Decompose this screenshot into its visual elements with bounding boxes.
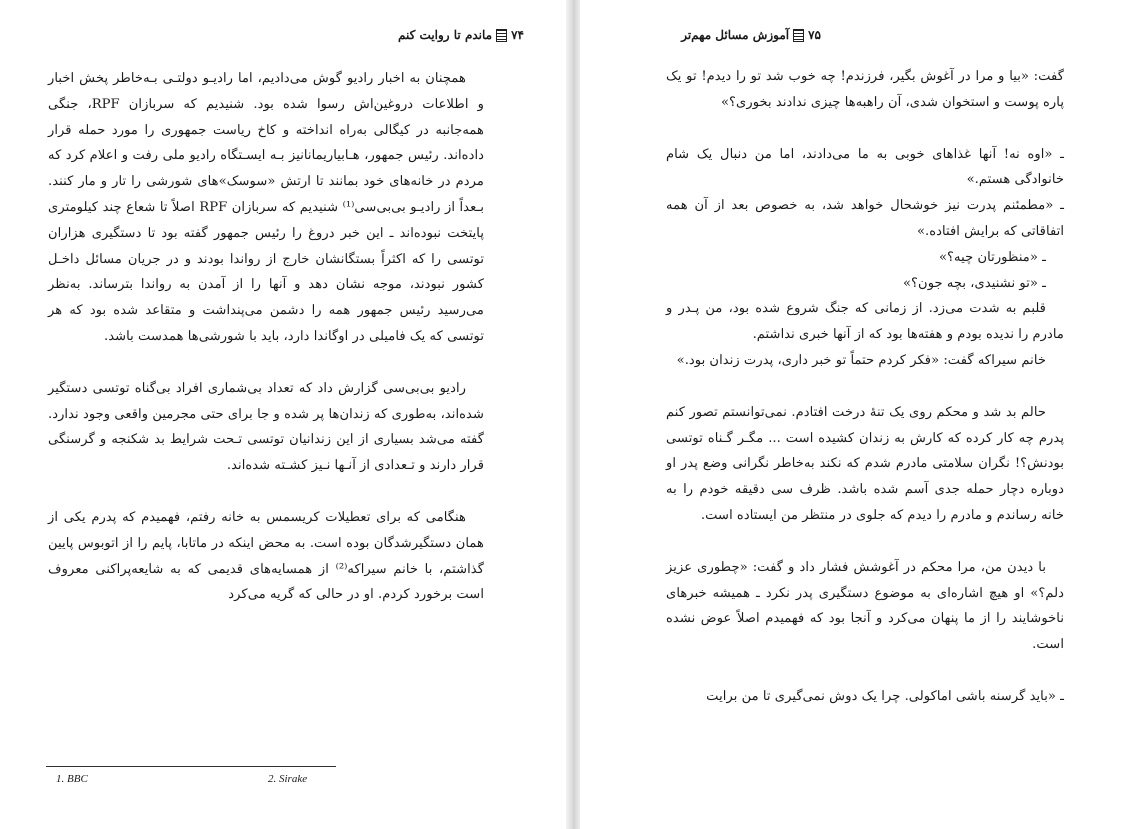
- paragraph: با دیدن من، مرا محکم در آغوشش فشار داد و گفت: «چطوری عزیز دلم؟» او هیچ اشاره‌ای به موضوع دستگیری پدر نکرد ـ همیشه خبرهای ناخوشایند را از ما پنهان می‌کرد و آنجا بود که فهمیدم اصلاً عوض نشده است.: [666, 559, 1064, 653]
- paragraph: ـ «مطمئنم پدرت نیز خوشحال خواهد شد، به خصوص بعد از آن همه اتفاقاتی که برایش افتاده.»: [666, 198, 1064, 239]
- paragraph: گفت: «بیا و مرا در آغوش بگیر، فرزندم! چه خوب شد تو را دیدم! تو یک پاره پوست و استخوان شدی، آن راهبه‌ها چیزی ندادند بخوری؟»: [666, 69, 1064, 110]
- paragraph: قلبم به شدت می‌زد. از زمانی که جنگ شروع شده بود، من پـدر و مادرم را ندیده بودم و هفته‌ها بود که از آنها خبری نداشتم.: [666, 301, 1064, 343]
- running-header-right: [681, 28, 821, 42]
- page-body: [48, 66, 484, 608]
- running-title: آموزش مسائل مهم‌تر: [681, 28, 790, 42]
- book-icon: [496, 29, 507, 42]
- page-74: [0, 0, 566, 829]
- paragraph: رادیو بی‌بی‌سی گزارش داد که تعداد بی‌شماری افراد بی‌گناه توتسی دستگیر شده‌اند، به‌طوری که زندان‌ها پر شده و جا برای حتی مجرمین واقعی وجود ندارد. گفته می‌شد بسیاری از این زندانیان توتسی تـحت شرایط بد شکنجه و گرسنگی قرار دارند و تـعدادی از آنـها نـیز کشـته شده‌اند.: [48, 380, 484, 474]
- running-title: ماندم تا روایت کنم: [398, 28, 493, 42]
- paragraph: ـ «باید گرسنه باشی اماکولی. چرا یک دوش نمی‌گیری تا من برایت: [706, 688, 1064, 704]
- page-number: ۷۴: [511, 28, 524, 42]
- book-icon: [793, 29, 804, 42]
- paragraph: ـ «تو نشنیدی، بچه جون؟»: [902, 275, 1046, 291]
- book-gutter: [566, 0, 580, 829]
- paragraph: همچنان به اخبار رادیو گوش می‌دادیم، اما رادیـو دولتـی بـه‌خاطر پخش اخبار و اطلاعات دروغین‌اش رسوا شده بود. شنیدیم که سربازان RPF، جنگی همه‌جانبه در کیگالی به‌راه انداخته و کاخ ریاست جمهوری را مورد حمله قرار داده‌اند. رئیس جمهور، هـابیاریمانانیز بـه ایسـتگاه رادیو ملی رفت و اعلام کرد که مردم در خانه‌های خود بمانند تا ارتش «سوسک»های شورشی را تار و مار کنند. بـعداً از رادیـو بی‌بی‌سی⁽¹⁾ شنیدیم که سربازان RPF اصلاً تا شعاع چند کیلومتری پایتخت نبوده‌اند ـ این خبر دروغ را رئیس جمهور گفته بود تا دستگیری هزاران توتسی را که اکثراً بستگانشان خارج از رواندا بودند و در جریان مسائل داخـل کشور نبودند، موجه نشان دهد و آنها را از آمدن به رواندا بترساند. به‌نظر می‌رسید رئیس جمهور همه را دشمن می‌پنداشت و متقاعد شده بود که هر توتسی که یک فامیلی در اوگاندا دارد، باید با شورشی‌ها همدست باشد.: [48, 71, 484, 344]
- footnote-2: 2. Sirake: [268, 773, 308, 785]
- footnote-divider: [46, 766, 336, 767]
- page-75: [580, 0, 1145, 829]
- paragraph: خانم سیراکه گفت: «فکر کردم حتماً تو خبر داری، پدرت زندان بود.»: [676, 352, 1046, 368]
- page-body: [666, 64, 1064, 710]
- page-number: ۷۵: [808, 28, 821, 42]
- paragraph: هنگامی که برای تعطیلات کریسمس به خانه رفتم، فهمیدم که پدرم یکی از همان دستگیرشدگان بوده است. به محض اینکه در ماتابا، پایم را از اتوبوس پایین گذاشتم، با خانم سیراکه⁽²⁾ از همسایه‌های قدیمی که به شایعه‌پراکنی معروف است برخورد کردم. او در حالی که گریه می‌کرد: [48, 509, 484, 603]
- paragraph: حالم بد شد و محکم روی یک تنهٔ درخت افتادم. نمی‌توانستم تصور کنم پدرم چه کار کرده که کارش به زندان کشیده است ... مگـر گـناه توتسی بودنش؟! نگران سلامتی مادرم شدم که نکند به‌خاطر نگرانی وضع پدر او دوباره دچار حمله جدی آسم شده باشد. ظرف سی دقیقه خودم را به خانه رساندم و مادرم را دیدم که جلوی در منتظر من ایستاده است.: [666, 404, 1064, 523]
- paragraph: ـ «منظورتان چیه؟»: [938, 249, 1046, 265]
- footnote-1: 1. BBC: [56, 773, 88, 785]
- paragraph: ـ «اوه نه! آنها غذاهای خوبی به ما می‌دادند، اما من دنبال یک شام خانوادگی هستم.»: [666, 146, 1064, 188]
- running-header-left: [398, 28, 524, 42]
